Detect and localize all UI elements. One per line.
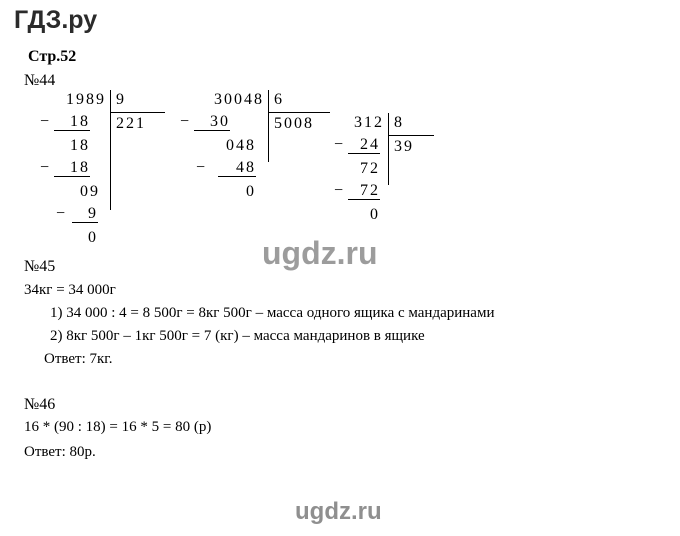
watermark-middle: ugdz.ru [262, 235, 378, 271]
quotient-2: 5008 [274, 115, 314, 132]
step-3d: 0 [370, 206, 380, 223]
minus-sign-2a: − [180, 113, 190, 130]
step-3b: 72 [360, 160, 380, 177]
quotient-1: 221 [116, 115, 146, 132]
minus-sign-1c: − [56, 205, 66, 222]
task-45-answer: Ответ: 7кг. [44, 351, 113, 367]
division-30048-6 [178, 92, 318, 202]
step-1e: 9 [72, 206, 98, 223]
task-label-45: №45 [24, 258, 56, 275]
task-label-46: №46 [24, 396, 56, 413]
dividend-3: 312 [354, 114, 384, 131]
division-312-8 [332, 115, 452, 225]
step-1a: 18 [54, 114, 90, 131]
divisor-3: 8 [394, 114, 404, 131]
step-3a: 24 [348, 137, 380, 154]
minus-sign-1b: − [40, 159, 50, 176]
quotient-3: 39 [394, 138, 414, 155]
minus-sign-2b: − [196, 159, 206, 176]
task-45-line-1: 34кг = 34 000г [24, 282, 116, 298]
step-2d: 0 [246, 183, 256, 200]
division-vertical-bar-1 [110, 90, 111, 210]
task-label-44: №44 [24, 72, 56, 89]
step-2a: 30 [194, 114, 230, 131]
task-46-line-1: 16 * (90 : 18) = 16 * 5 = 80 (р) [24, 419, 212, 435]
divisor-2: 6 [274, 91, 284, 108]
minus-sign-3b: − [334, 182, 344, 199]
site-logo: ГДЗ.ру [14, 6, 98, 34]
division-vertical-bar-3 [388, 113, 389, 185]
step-2c: 48 [218, 160, 256, 177]
division-horizontal-bar-1 [110, 112, 165, 113]
division-horizontal-bar-2 [268, 112, 330, 113]
step-1f: 0 [88, 229, 98, 246]
divisor-1: 9 [116, 91, 126, 108]
division-1989-9 [38, 91, 168, 246]
minus-sign-3a: − [334, 136, 344, 153]
division-horizontal-bar-3 [388, 135, 434, 136]
dividend-1: 1989 [66, 91, 106, 108]
page-label: Стр.52 [28, 48, 77, 65]
division-vertical-bar-2 [268, 90, 269, 162]
task-46-answer: Ответ: 80р. [24, 444, 96, 460]
step-3c: 72 [348, 183, 380, 200]
watermark-bottom: ugdz.ru [295, 498, 382, 525]
step-1c: 18 [54, 160, 90, 177]
step-2b: 048 [226, 137, 256, 154]
minus-sign-1a: − [40, 113, 50, 130]
task-45-line-2: 1) 34 000 : 4 = 8 500г = 8кг 500г – масса одного ящика с мандаринами [50, 305, 495, 321]
step-1b: 18 [70, 137, 90, 154]
task-45-line-3: 2) 8кг 500г – 1кг 500г = 7 (кг) – масса мандаринов в ящике [50, 328, 425, 344]
step-1d: 09 [80, 183, 100, 200]
dividend-2: 30048 [214, 91, 264, 108]
